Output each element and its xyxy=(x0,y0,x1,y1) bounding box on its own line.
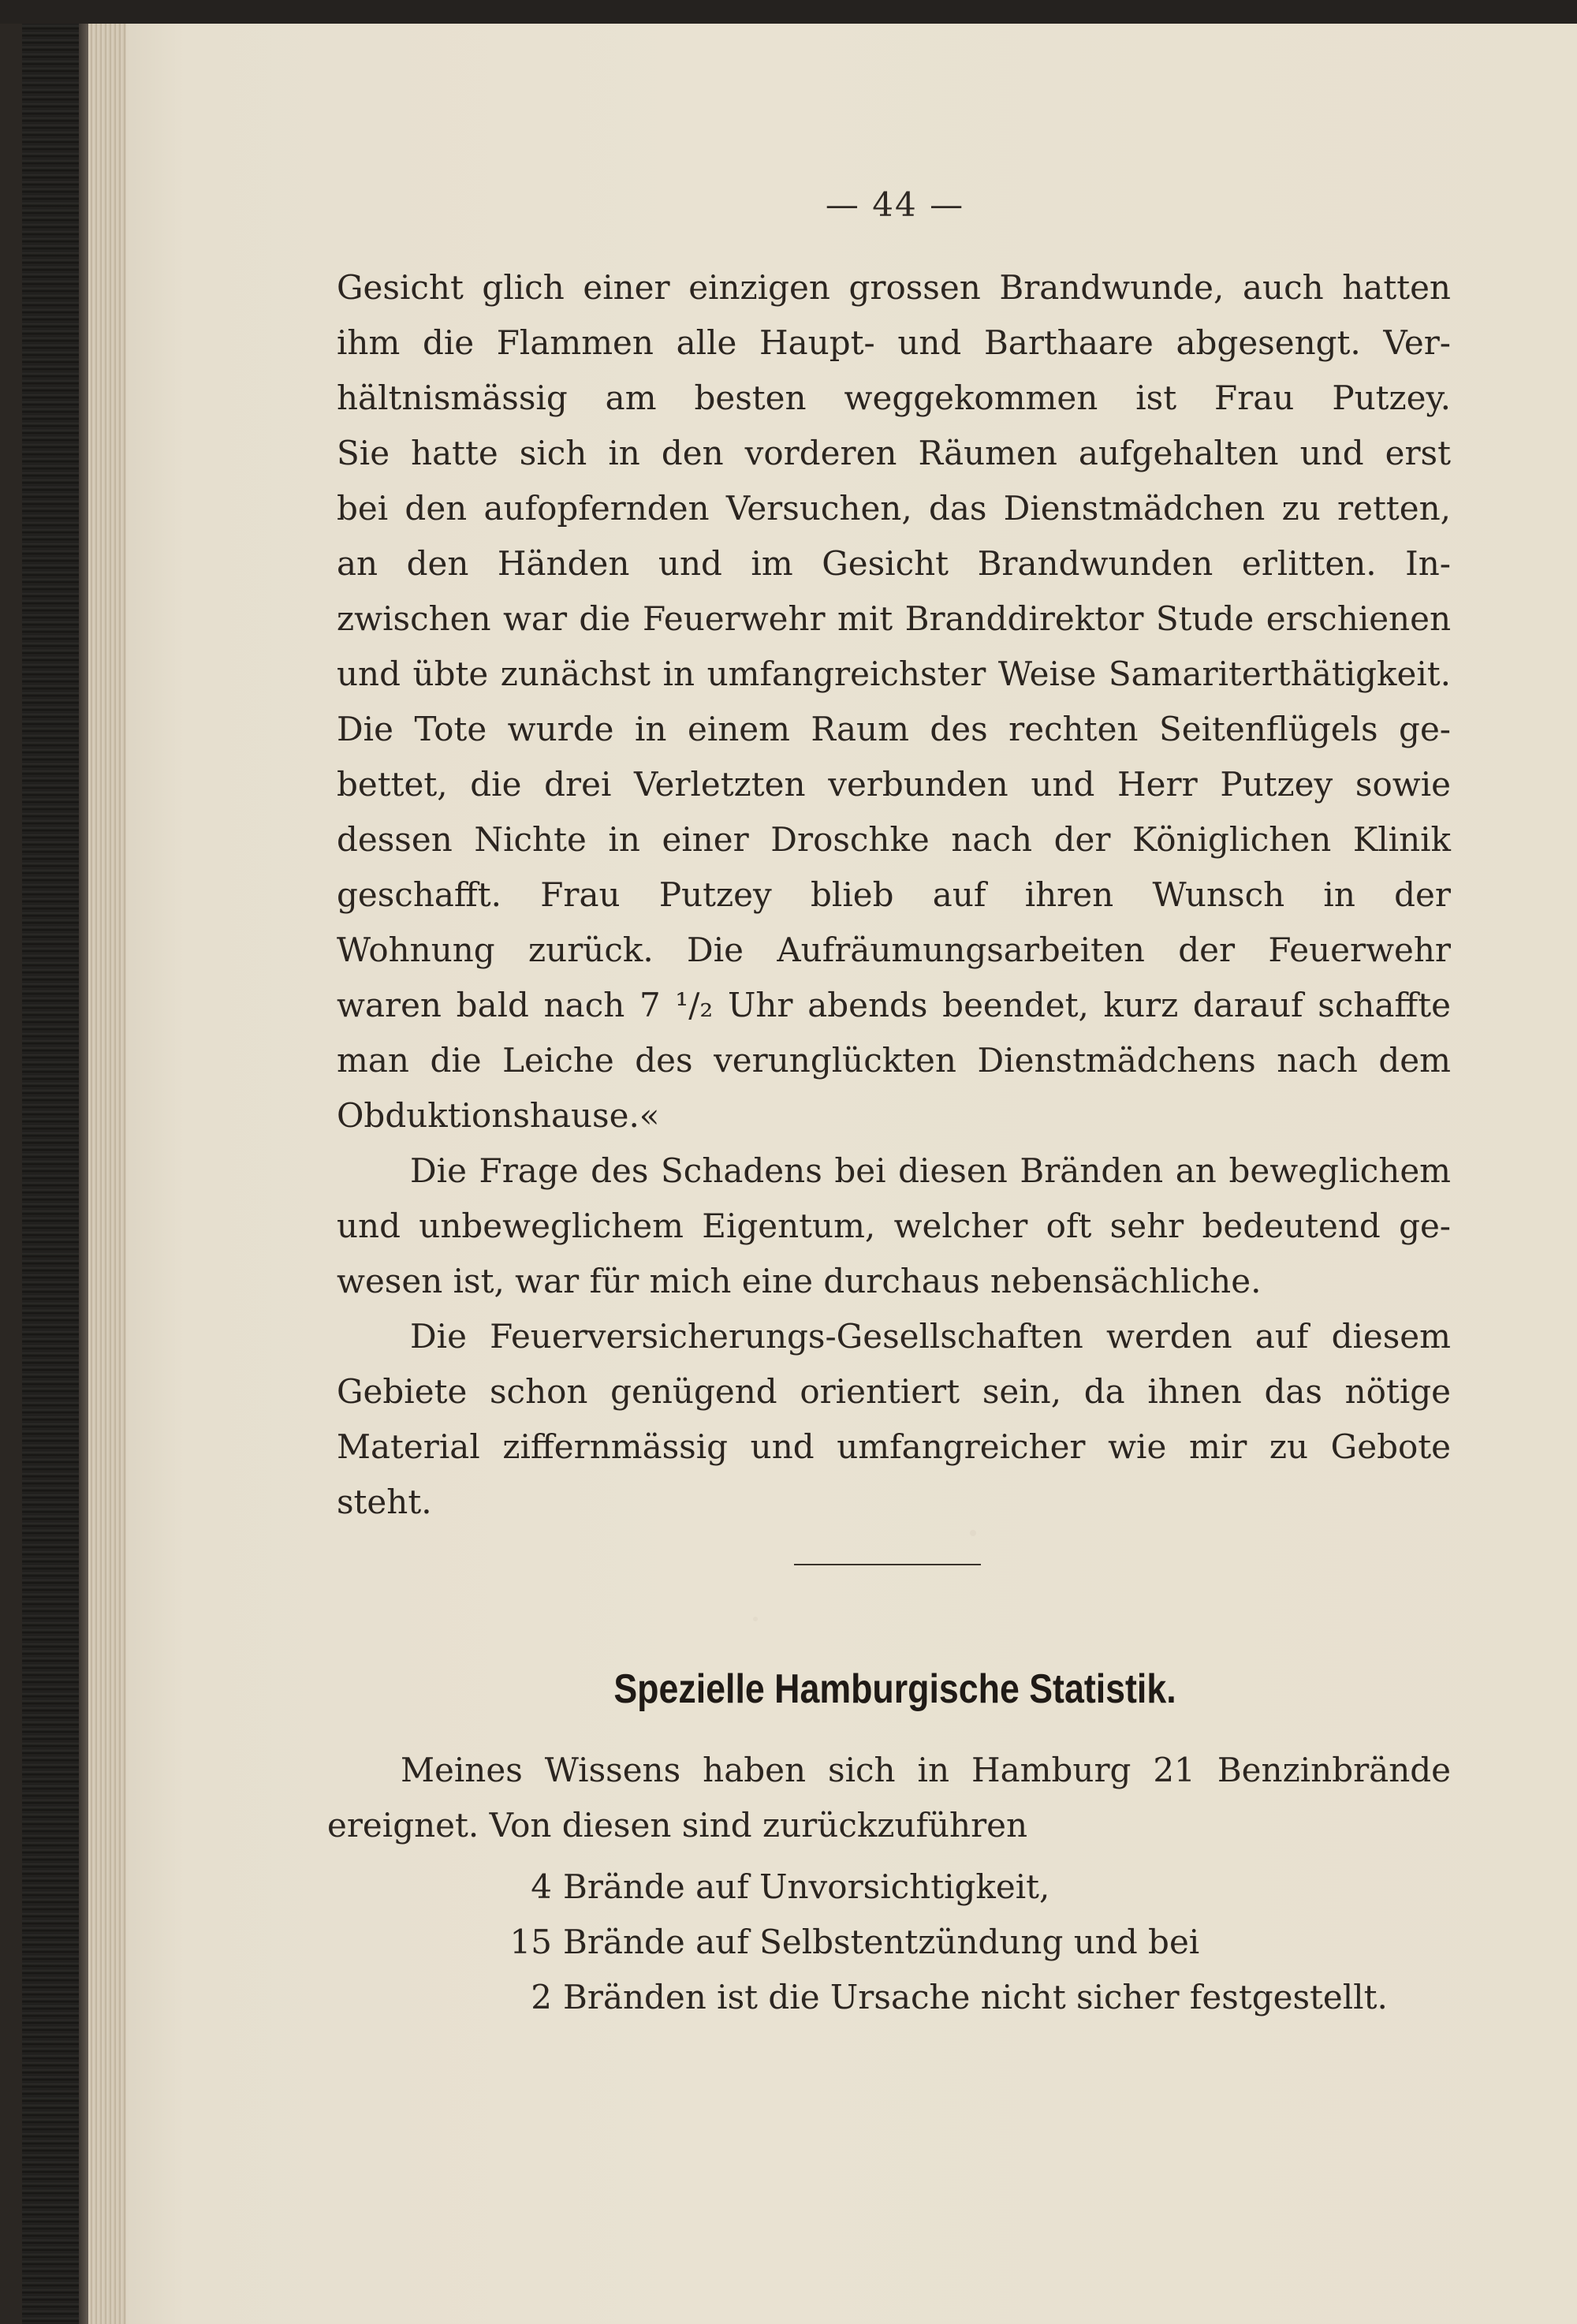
list-item-count: 2 xyxy=(531,1978,552,2016)
book-spine xyxy=(22,24,85,2324)
text-line: Material ziffernmässig und umfangreicher wie mir zu Gebote xyxy=(337,1427,1451,1466)
text-line: Die Feuerversicherungs-Gesellschaften werden auf diesem xyxy=(410,1317,1451,1356)
text-line: Gebiete schon genügend orientiert sein, da ihnen das nötige xyxy=(337,1372,1451,1411)
page-number: — 44 — xyxy=(825,185,965,224)
text-line: Wohnung zurück. Die Aufräumungsarbeiten der Feuerwehr xyxy=(337,931,1451,969)
section-heading: Spezielle Hamburgische Statistik. xyxy=(613,1666,1176,1712)
text-line: waren bald nach 7 ¹/₂ Uhr abends beendet, kurz darauf schaffte xyxy=(337,986,1451,1024)
list-item xyxy=(505,1970,1388,2025)
text-line: dessen Nichte in einer Droschke nach der Königlichen Klinik xyxy=(337,820,1451,859)
page-edges xyxy=(88,24,129,2324)
text-line: ereignet. Von diesen sind zurückzuführen xyxy=(327,1806,1028,1845)
text-line: geschafft. Frau Putzey blieb auf ihren Wunsch in der xyxy=(337,875,1451,914)
text-line: bettet, die drei Verletzten verbunden und Herr Putzey sowie xyxy=(337,765,1451,804)
statistics-intro xyxy=(327,1743,1451,1853)
text-line: an den Händen und im Gesicht Brandwunden erlitten. In- xyxy=(337,544,1451,583)
list-item xyxy=(505,1860,1049,1915)
list-item-count: 4 xyxy=(531,1867,552,1906)
section-divider xyxy=(794,1564,981,1565)
text-line: Gesicht glich einer einzigen grossen Brandwunde, auch hatten xyxy=(337,268,1451,307)
scan-top-border xyxy=(0,0,1577,24)
paragraph-1 xyxy=(337,260,1451,1143)
text-line: man die Leiche des verunglückten Dienstmädchens nach dem xyxy=(337,1041,1451,1080)
text-line: zwischen war die Feuerwehr mit Branddirektor Stude erschienen xyxy=(337,599,1451,638)
text-line: Obduktionshause.« xyxy=(337,1096,660,1135)
paragraph-3 xyxy=(337,1309,1451,1530)
paper-speck xyxy=(970,1530,976,1536)
text-line: Sie hatte sich in den vorderen Räumen aufgehalten und erst xyxy=(337,434,1451,472)
text-line: und übte zunächst in umfangreichster Weise Samariterthätigkeit. xyxy=(337,655,1451,693)
paragraph-2 xyxy=(337,1143,1451,1309)
text-line: Die Frage des Schadens bei diesen Bränden an beweglichem xyxy=(410,1151,1451,1190)
text-line: und unbeweglichem Eigentum, welcher oft sehr bedeutend ge- xyxy=(337,1207,1451,1245)
text-line: wesen ist, war für mich eine durchaus nebensächliche. xyxy=(337,1262,1262,1300)
paper-speck xyxy=(753,1617,758,1621)
list-item-text: Bränden ist die Ursache nicht sicher festgestellt. xyxy=(563,1978,1388,2016)
text-line: steht. xyxy=(337,1483,432,1521)
text-line: bei den aufopfernden Versuchen, das Dienstmädchen zu retten, xyxy=(337,489,1451,528)
list-item-count: 15 xyxy=(509,1923,552,1961)
text-line: hältnismässig am besten weggekommen ist Frau Putzey. xyxy=(337,379,1451,417)
text-line: Meines Wissens haben sich in Hamburg 21 Benzinbrände xyxy=(401,1751,1451,1789)
list-item-text: Brände auf Selbstentzündung und bei xyxy=(563,1923,1200,1961)
list-item-text: Brände auf Unvorsichtigkeit, xyxy=(563,1867,1050,1906)
list-item xyxy=(505,1915,1199,1970)
text-line: Die Tote wurde in einem Raum des rechten Seitenflügels ge- xyxy=(337,710,1451,748)
text-line: ihm die Flammen alle Haupt- und Barthaare abgesengt. Ver- xyxy=(337,323,1451,362)
